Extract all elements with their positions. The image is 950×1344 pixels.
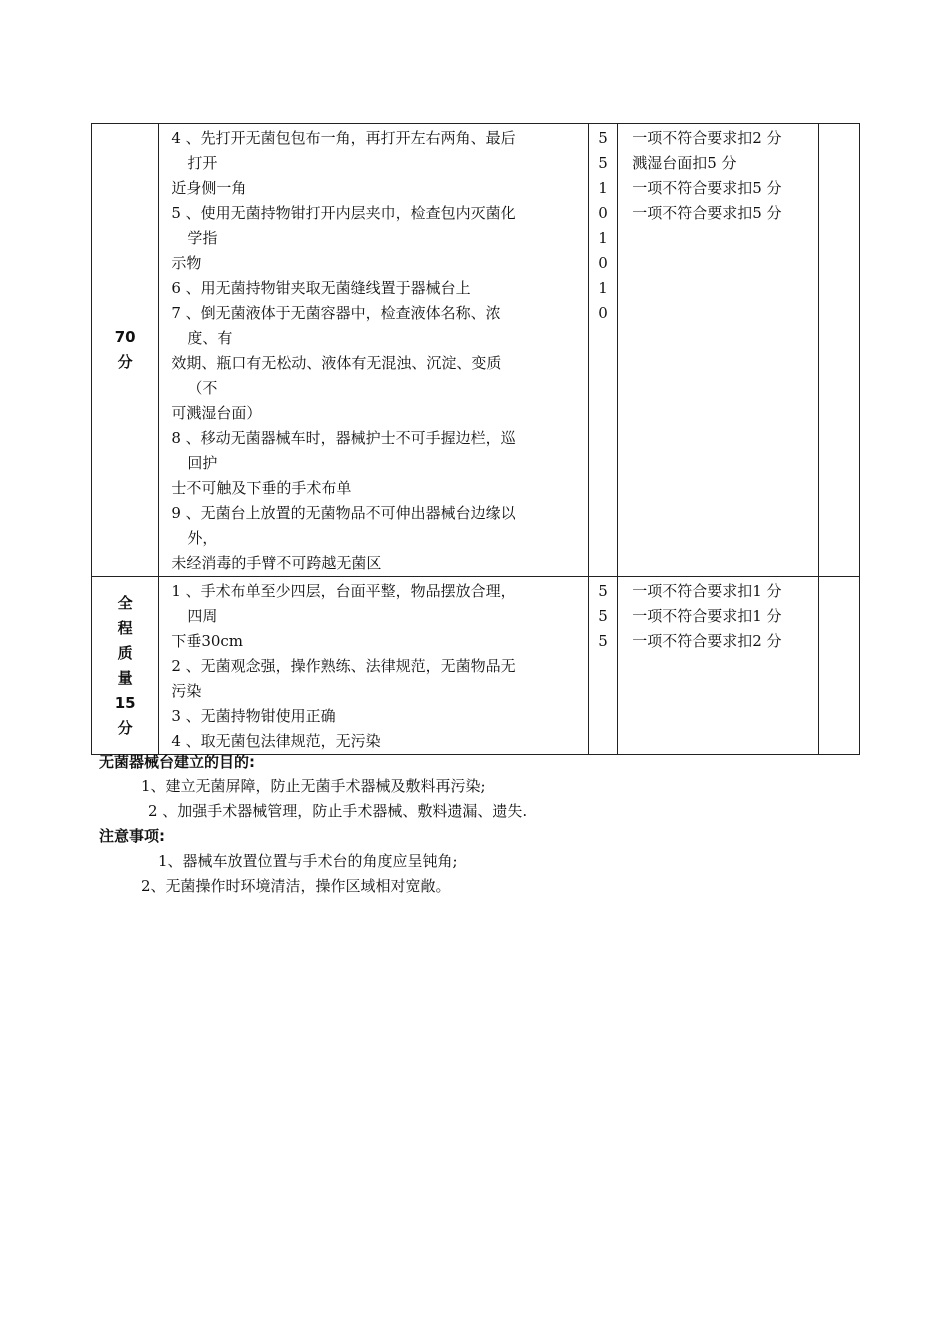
requirement-line: 4 、先打开无菌包包布一角，再打开左右两角、最后 xyxy=(171,129,516,147)
deduction-line: 一项不符合要求扣2 分 xyxy=(632,632,782,650)
requirement-content xyxy=(159,577,588,755)
requirement-line: 可溅湿台面） xyxy=(171,404,262,422)
requirement-line: 3 、无菌持物钳使用正确 xyxy=(171,707,336,725)
deduction-rules xyxy=(618,124,819,577)
requirement-line: 5 、使用无菌持物钳打开内层夹巾，检查包内灭菌化 xyxy=(171,204,516,222)
notes-item-2: 2、无菌操作时环境清洁，操作区域相对宽敞。 xyxy=(141,877,451,895)
points-column xyxy=(588,577,618,755)
section-label-char: 质 xyxy=(117,643,133,662)
notes-heading: 注意事项: xyxy=(99,827,165,845)
section-label-char: 70 xyxy=(114,328,136,346)
notes-item-1: 1、器械车放置位置与手术台的角度应呈钝角; xyxy=(158,852,458,870)
section-label-char: 程 xyxy=(117,618,133,637)
section-label-char: 分 xyxy=(117,353,133,371)
requirement-line: （不 xyxy=(187,379,218,397)
requirement-line: 1 、手术布单至少四层，台面平整，物品摆放合理， xyxy=(171,582,516,600)
points-value: 0 xyxy=(598,204,608,222)
section-score-label xyxy=(92,124,159,577)
scoring-table xyxy=(91,123,860,755)
table-row xyxy=(92,577,860,755)
requirement-line: 近身侧一角 xyxy=(171,179,247,197)
requirement-line: 6 、用无菌持物钳夹取无菌缝线置于器械台上 xyxy=(171,279,471,297)
requirement-line: 效期、瓶口有无松动、液体有无混浊、沉淀、变质 xyxy=(171,354,502,372)
points-column xyxy=(588,124,618,577)
requirement-line: 4 、取无菌包法律规范，无污染 xyxy=(171,732,381,750)
requirement-line: 未经消毒的手臂不可跨越无菌区 xyxy=(171,554,382,572)
requirement-line: 9 、无菌台上放置的无菌物品不可伸出器械台边缘以 xyxy=(171,504,516,522)
requirement-line: 四周 xyxy=(187,607,218,625)
points-value: 1 xyxy=(598,229,608,247)
points-value: 5 xyxy=(598,632,608,650)
requirement-line: 污染 xyxy=(171,682,202,700)
points-value: 5 xyxy=(598,607,608,625)
section-label-char: 分 xyxy=(117,718,133,737)
table-row xyxy=(92,124,860,577)
deduction-rules xyxy=(618,577,819,755)
requirement-line: 士不可触及下垂的手术布单 xyxy=(171,479,352,497)
deduction-line: 一项不符合要求扣5 分 xyxy=(632,179,782,197)
purpose-item-2: 2 、加强手术器械管理，防止手术器械、敷料遗漏、遗失. xyxy=(148,802,528,820)
requirement-line: 2 、无菌观念强，操作熟练、法律规范，无菌物品无 xyxy=(171,657,516,675)
section-label-char: 全 xyxy=(117,593,133,612)
deduction-line: 一项不符合要求扣5 分 xyxy=(632,204,782,222)
section-label-char: 量 xyxy=(117,668,133,687)
deduction-line: 一项不符合要求扣2 分 xyxy=(632,129,782,147)
section-label-char: 15 xyxy=(114,693,136,712)
section-score-label xyxy=(92,577,159,755)
points-value: 1 xyxy=(598,279,608,297)
points-value: 0 xyxy=(598,254,608,272)
points-value: 5 xyxy=(598,154,608,172)
scoring-table-body xyxy=(92,124,860,755)
requirement-line: 度、有 xyxy=(187,329,233,347)
deduction-line: 一项不符合要求扣1 分 xyxy=(632,607,782,625)
blank-score-cell xyxy=(819,577,860,755)
points-value: 5 xyxy=(598,582,608,600)
requirement-line: 外， xyxy=(187,529,218,547)
requirement-line: 下垂30cm xyxy=(171,632,244,650)
purpose-item-1: 1、建立无菌屏障，防止无菌手术器械及敷料再污染; xyxy=(141,777,486,795)
requirement-line: 学指 xyxy=(187,229,218,247)
requirement-line: 8 、移动无菌器械车时，器械护士不可手握边栏，巡 xyxy=(171,429,516,447)
deduction-line: 溅湿台面扣5 分 xyxy=(632,154,737,172)
requirement-line: 示物 xyxy=(171,254,202,272)
requirement-content xyxy=(159,124,588,577)
points-value: 1 xyxy=(598,179,608,197)
requirement-line: 7 、倒无菌液体于无菌容器中，检查液体名称、浓 xyxy=(171,304,501,322)
requirement-line: 打开 xyxy=(187,154,218,172)
points-value: 0 xyxy=(598,304,608,322)
requirement-line: 回护 xyxy=(187,454,218,472)
points-value: 5 xyxy=(598,129,608,147)
blank-score-cell xyxy=(819,124,860,577)
purpose-heading: 无菌器械台建立的目的: xyxy=(99,753,255,771)
deduction-line: 一项不符合要求扣1 分 xyxy=(632,582,782,600)
